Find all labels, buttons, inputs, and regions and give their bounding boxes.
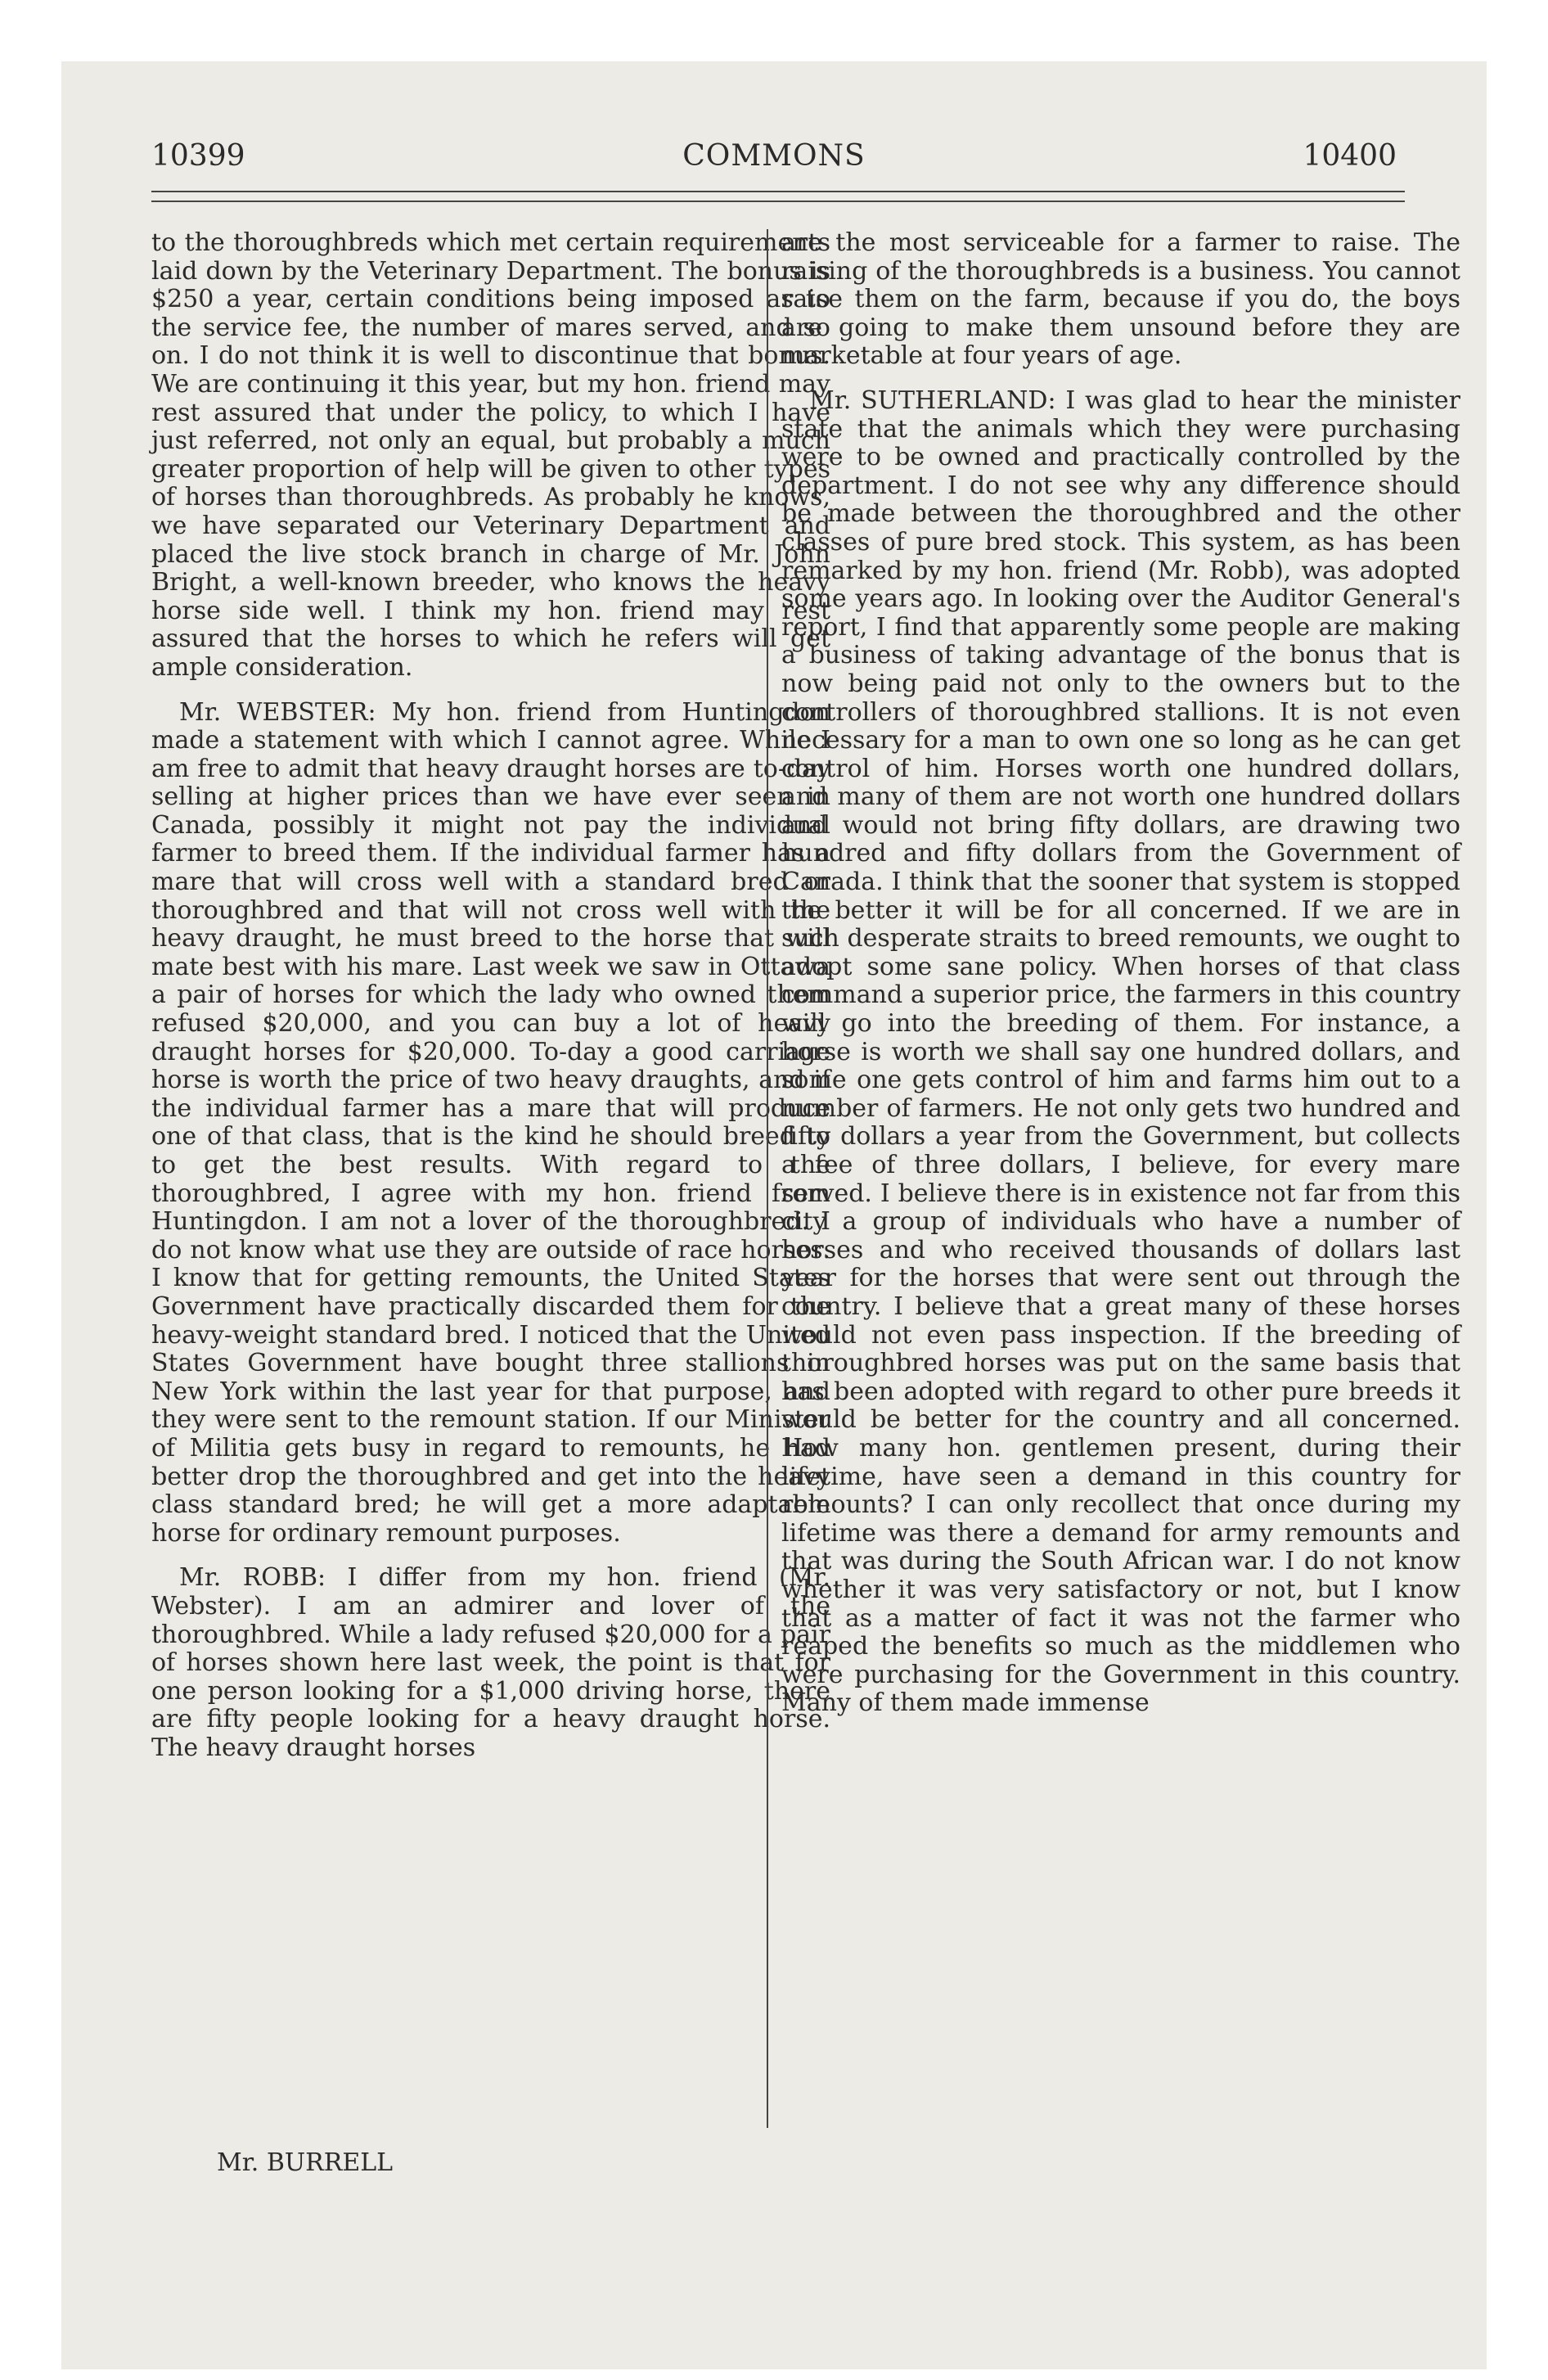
page-title: COMMONS [682,139,866,173]
column-divider [767,229,768,2128]
paragraph: to the thoroughbreds which met certain requirements laid down by the Veterinary Department. The bonus is $250 a year, certain conditions being imposed as to the service fee, the number of mares served, and so on. I do not think it is well to discontinue that bonus. We are continuing it this year, but my hon. friend may rest assured that under the policy, to which I have just referred, not only an equal, but probably a much greater proportion of help will be given to other types of horses than thoroughbreds. As probably he knows, we have separated our Veterinary Department and placed the live stock branch in charge of Mr. John Bright, a well-known breeder, who knows the heavy horse side well. I think my hon. friend may rest assured that the horses to which he refers will get ample consideration. [151,228,830,682]
paragraph: Mr. ROBB: I differ from my hon. friend (Mr. Webster). I am an admirer and lover of the thoroughbred. While a lady refused $20,000 for a pair of horses shown here last week, the point is that for one person looking for a $1,000 driving horse, there are fifty people looking for a heavy draught horse. The heavy draught horses [151,1563,830,1762]
footer-speaker-name: Mr. BURRELL [217,2148,394,2177]
header-rule-bottom [151,201,1405,202]
page-number-left: 10399 [151,139,245,173]
document-page [61,61,1487,2369]
paragraph: Mr. SUTHERLAND: I was glad to hear the minister state that the animals which they were purchasing were to be owned and practically controlled by the department. I do not see why any difference should be made between the thoroughbred and the other classes of pure bred stock. This system, as has been remarked by my hon. friend (Mr. Robb), was adopted some years ago. In looking over the Auditor General's report, I find that apparently some people are making a business of taking advantage of the bonus that is now being paid not only to the owners but to the controllers of thoroughbred stallions. It is not even necessary for a man to own one so long as he can get control of him. Horses worth one hundred dollars, and many of them are not worth one hundred dollars and would not bring fifty dollars, are drawing two hundred and fifty dollars from the Government of Canada. I think that the sooner that system is stopped the better it will be for all concerned. If we are in such desperate straits to breed remounts, we ought to adopt some sane policy. When horses of that class command a superior price, the farmers in this country will go into the breeding of them. For instance, a horse is worth we shall say one hundred dollars, and some one gets control of him and farms him out to a number of farmers. He not only gets two hundred and fifty dollars a year from the Government, but collects a fee of three dollars, I believe, for every mare served. I believe there is in existence not far from this city a group of individuals who have a number of horses and who received thousands of dollars last year for the horses that were sent out through the country. I believe that a great many of these horses would not even pass inspection. If the breeding of thoroughbred horses was put on the same basis that has been adopted with regard to other pure breeds it would be better for the country and all concerned. How many hon. gentlemen present, during their lifetime, have seen a demand in this country for remounts? I can only recollect that once during my lifetime was there a demand for army remounts and that was during the South African war. I do not know whether it was very satisfactory or not, but I know that as a matter of fact it was not the farmer who reaped the benefits so much as the middlemen who were purchasing for the Government in this country. Many of them made immense [781,385,1460,1718]
paragraph: Mr. WEBSTER: My hon. friend from Huntingdon made a statement with which I cannot agree. While I am free to admit that heavy draught horses are to-day selling at higher prices than we have ever seen in Canada, possibly it might not pay the individual farmer to breed them. If the individual farmer has a mare that will cross well with a standard bred or thoroughbred and that will not cross well with the heavy draught, he must breed to the horse that will mate best with his mare. Last week we saw in Ottawa a pair of horses for which the lady who owned them refused $20,000, and you can buy a lot of heavy draught horses for $20,000. To-day a good carriage horse is worth the price of two heavy draughts, and if the individual farmer has a mare that will produce one of that class, that is the kind he should breed to to get the best results. With regard to the thoroughbred, I agree with my hon. friend from Huntingdon. I am not a lover of the thoroughbred. I do not know what use they are outside of race horses. I know that for getting remounts, the United States Government have practically discarded them for the heavy-weight standard bred. I noticed that the United States Government have bought three stallions in New York within the last year for that purpose, and they were sent to the remount station. If our Minister of Militia gets busy in regard to remounts, he had better drop the thoroughbred and get into the heavy class standard bred; he will get a more adaptable horse for ordinary remount purposes. [151,697,830,1548]
right-column [781,229,1460,1734]
header-rule-top [151,191,1405,192]
page-number-right: 10400 [1303,139,1397,173]
page-header [151,139,1397,188]
left-column [151,229,830,1778]
paragraph: are the most serviceable for a farmer to raise. The raising of the thoroughbreds is a business. You cannot raise them on the farm, because if you do, the boys are going to make them unsound before they are marketable at four years of age. [781,228,1460,371]
